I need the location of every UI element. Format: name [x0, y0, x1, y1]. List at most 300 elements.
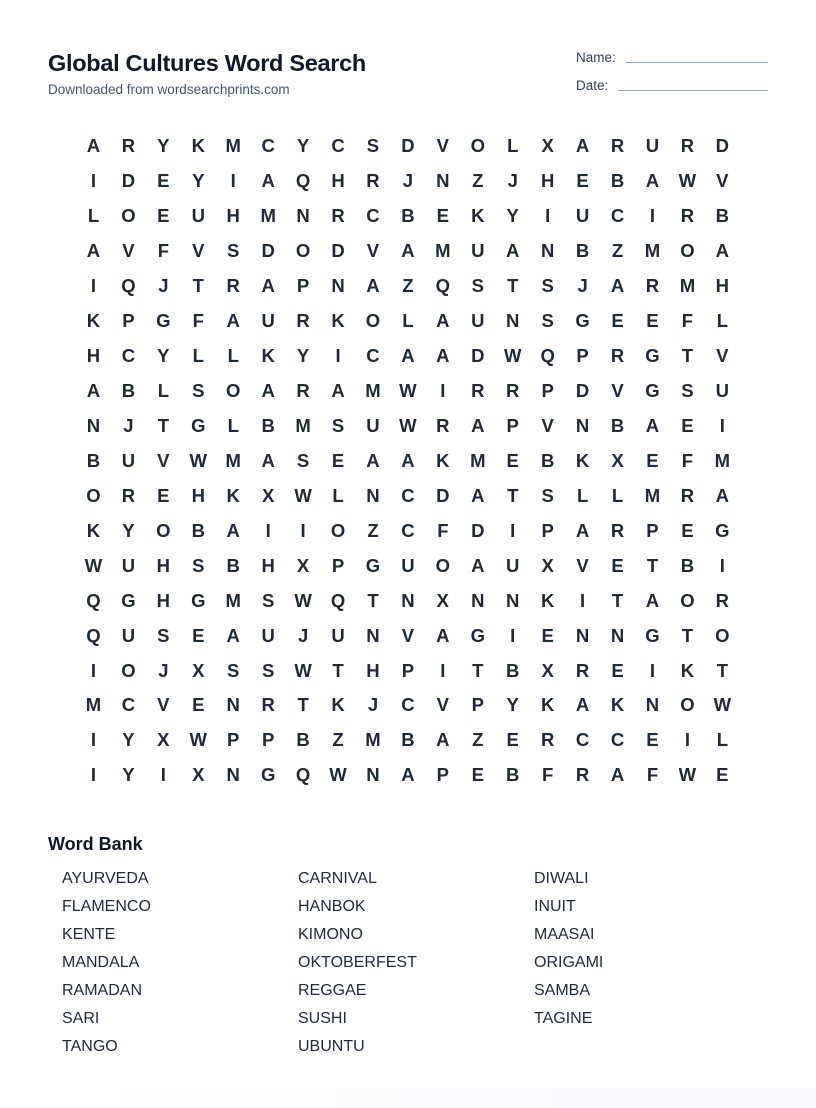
- grid-cell[interactable]: G: [365, 554, 381, 576]
- grid-cell[interactable]: M: [225, 135, 241, 157]
- grid-cell[interactable]: I: [440, 659, 446, 681]
- grid-cell[interactable]: L: [192, 345, 204, 367]
- grid-cell[interactable]: D: [471, 519, 485, 541]
- grid-cell[interactable]: S: [296, 449, 310, 471]
- grid-cell[interactable]: W: [503, 345, 522, 367]
- grid-cell[interactable]: A: [715, 240, 730, 262]
- grid-cell[interactable]: W: [294, 484, 312, 506]
- grid-cell[interactable]: F: [681, 449, 694, 471]
- grid-cell[interactable]: X: [541, 554, 554, 576]
- grid-cell[interactable]: B: [226, 554, 240, 576]
- grid-cell[interactable]: N: [471, 589, 485, 611]
- grid-cell[interactable]: B: [121, 380, 136, 402]
- grid-cell[interactable]: E: [646, 310, 659, 332]
- grid-cell[interactable]: R: [715, 589, 730, 611]
- grid-cell[interactable]: C: [610, 205, 625, 227]
- grid-cell[interactable]: V: [611, 380, 624, 402]
- grid-cell[interactable]: J: [402, 170, 414, 192]
- grid-cell[interactable]: V: [157, 694, 170, 716]
- grid-cell[interactable]: E: [157, 484, 170, 506]
- grid-cell[interactable]: B: [506, 764, 520, 786]
- grid-cell[interactable]: E: [716, 764, 729, 786]
- grid-cell[interactable]: O: [86, 484, 101, 506]
- grid-cell[interactable]: Z: [332, 729, 344, 751]
- grid-cell[interactable]: V: [576, 554, 589, 576]
- grid-cell[interactable]: U: [471, 240, 485, 262]
- grid-cell[interactable]: B: [540, 449, 555, 471]
- grid-cell[interactable]: K: [575, 449, 590, 471]
- grid-cell[interactable]: I: [719, 554, 725, 576]
- grid-cell[interactable]: L: [227, 414, 239, 436]
- grid-cell[interactable]: T: [716, 659, 728, 681]
- grid-cell[interactable]: A: [366, 449, 380, 471]
- grid-cell[interactable]: C: [121, 345, 136, 367]
- grid-cell[interactable]: S: [261, 589, 275, 611]
- grid-cell[interactable]: W: [399, 414, 417, 436]
- grid-cell[interactable]: B: [506, 659, 520, 681]
- grid-cell[interactable]: N: [645, 694, 660, 716]
- grid-cell[interactable]: Q: [330, 589, 346, 611]
- grid-cell[interactable]: X: [261, 484, 275, 506]
- grid-cell[interactable]: O: [121, 205, 136, 227]
- grid-cell[interactable]: T: [332, 659, 344, 681]
- grid-cell[interactable]: O: [156, 519, 171, 541]
- grid-cell[interactable]: N: [610, 624, 625, 646]
- grid-cell[interactable]: E: [506, 449, 519, 471]
- grid-cell[interactable]: W: [713, 694, 732, 716]
- grid-cell[interactable]: B: [86, 449, 101, 471]
- grid-cell[interactable]: A: [331, 380, 345, 402]
- grid-cell[interactable]: K: [331, 694, 345, 716]
- grid-cell[interactable]: A: [261, 275, 275, 297]
- grid-cell[interactable]: X: [157, 729, 170, 751]
- grid-cell[interactable]: G: [575, 310, 590, 332]
- grid-cell[interactable]: U: [575, 205, 590, 227]
- grid-cell[interactable]: J: [123, 414, 134, 436]
- grid-cell[interactable]: A: [401, 240, 415, 262]
- grid-cell[interactable]: I: [230, 170, 236, 192]
- grid-cell[interactable]: A: [436, 345, 450, 367]
- grid-cell[interactable]: E: [471, 764, 484, 786]
- grid-cell[interactable]: M: [714, 449, 731, 471]
- grid-cell[interactable]: P: [576, 345, 589, 367]
- grid-cell[interactable]: W: [294, 589, 312, 611]
- grid-cell[interactable]: O: [470, 135, 485, 157]
- grid-cell[interactable]: L: [227, 345, 239, 367]
- grid-cell[interactable]: R: [121, 484, 136, 506]
- grid-cell[interactable]: W: [399, 380, 417, 402]
- grid-cell[interactable]: P: [541, 380, 554, 402]
- grid-cell[interactable]: C: [575, 729, 590, 751]
- grid-cell[interactable]: N: [296, 205, 310, 227]
- grid-cell[interactable]: N: [506, 589, 520, 611]
- grid-cell[interactable]: M: [85, 694, 102, 716]
- grid-cell[interactable]: V: [401, 624, 415, 646]
- grid-cell[interactable]: T: [192, 275, 204, 297]
- grid-cell[interactable]: G: [156, 310, 171, 332]
- grid-cell[interactable]: Y: [122, 764, 135, 786]
- grid-cell[interactable]: N: [540, 240, 555, 262]
- grid-cell[interactable]: T: [507, 275, 519, 297]
- grid-cell[interactable]: E: [436, 205, 450, 227]
- grid-cell[interactable]: S: [331, 414, 345, 436]
- grid-cell[interactable]: P: [541, 519, 554, 541]
- grid-cell[interactable]: C: [331, 135, 345, 157]
- grid-cell[interactable]: O: [365, 310, 381, 332]
- grid-cell[interactable]: A: [401, 449, 415, 471]
- grid-cell[interactable]: G: [645, 345, 660, 367]
- grid-cell[interactable]: N: [436, 170, 450, 192]
- grid-cell[interactable]: M: [470, 449, 486, 471]
- grid-cell[interactable]: E: [506, 729, 519, 751]
- grid-cell[interactable]: X: [541, 659, 554, 681]
- grid-cell[interactable]: E: [681, 414, 694, 436]
- grid-cell[interactable]: S: [681, 380, 694, 402]
- grid-cell[interactable]: R: [575, 659, 590, 681]
- grid-cell[interactable]: D: [575, 380, 590, 402]
- grid-cell[interactable]: R: [540, 729, 555, 751]
- grid-cell[interactable]: P: [296, 275, 310, 297]
- grid-cell[interactable]: P: [227, 729, 240, 751]
- grid-cell[interactable]: A: [226, 624, 240, 646]
- grid-cell[interactable]: A: [471, 554, 485, 576]
- grid-cell[interactable]: L: [716, 310, 728, 332]
- grid-cell[interactable]: V: [541, 414, 554, 436]
- grid-cell[interactable]: U: [121, 554, 136, 576]
- grid-cell[interactable]: Y: [157, 135, 170, 157]
- grid-cell[interactable]: U: [645, 135, 660, 157]
- grid-cell[interactable]: D: [261, 240, 275, 262]
- grid-cell[interactable]: O: [715, 624, 730, 646]
- grid-cell[interactable]: N: [226, 764, 240, 786]
- grid-cell[interactable]: G: [191, 414, 206, 436]
- grid-cell[interactable]: J: [158, 275, 169, 297]
- grid-cell[interactable]: Q: [295, 764, 311, 786]
- grid-cell[interactable]: E: [157, 170, 170, 192]
- grid-cell[interactable]: U: [401, 554, 415, 576]
- grid-cell[interactable]: I: [510, 519, 516, 541]
- grid-cell[interactable]: A: [610, 764, 625, 786]
- grid-cell[interactable]: L: [716, 729, 728, 751]
- grid-cell[interactable]: E: [611, 310, 624, 332]
- grid-cell[interactable]: Q: [86, 589, 101, 611]
- grid-cell[interactable]: S: [192, 554, 205, 576]
- grid-cell[interactable]: K: [680, 659, 695, 681]
- grid-cell[interactable]: J: [367, 694, 379, 716]
- grid-cell[interactable]: X: [192, 764, 205, 786]
- grid-cell[interactable]: O: [330, 519, 346, 541]
- name-field[interactable]: [576, 50, 616, 65]
- grid-cell[interactable]: Q: [295, 170, 311, 192]
- grid-cell[interactable]: E: [192, 624, 205, 646]
- grid-cell[interactable]: A: [575, 694, 590, 716]
- grid-cell[interactable]: I: [719, 414, 725, 436]
- grid-cell[interactable]: K: [86, 310, 101, 332]
- grid-cell[interactable]: E: [541, 624, 554, 646]
- grid-cell[interactable]: S: [192, 380, 205, 402]
- grid-cell[interactable]: V: [436, 694, 450, 716]
- grid-cell[interactable]: S: [227, 659, 240, 681]
- grid-cell[interactable]: I: [684, 729, 690, 751]
- grid-cell[interactable]: S: [227, 240, 240, 262]
- grid-cell[interactable]: O: [435, 554, 451, 576]
- grid-cell[interactable]: G: [645, 624, 660, 646]
- grid-cell[interactable]: S: [157, 624, 170, 646]
- grid-cell[interactable]: B: [261, 414, 275, 436]
- grid-cell[interactable]: U: [506, 554, 520, 576]
- grid-cell[interactable]: H: [715, 275, 730, 297]
- grid-cell[interactable]: Z: [402, 275, 414, 297]
- grid-cell[interactable]: V: [192, 240, 205, 262]
- grid-cell[interactable]: O: [295, 240, 311, 262]
- grid-cell[interactable]: A: [506, 240, 520, 262]
- grid-cell[interactable]: U: [331, 624, 345, 646]
- grid-cell[interactable]: M: [644, 484, 661, 506]
- grid-cell[interactable]: W: [329, 764, 347, 786]
- grid-cell[interactable]: T: [646, 554, 659, 576]
- grid-cell[interactable]: Q: [86, 624, 101, 646]
- grid-cell[interactable]: I: [510, 624, 516, 646]
- grid-cell[interactable]: U: [715, 380, 730, 402]
- grid-cell[interactable]: Y: [506, 694, 519, 716]
- grid-cell[interactable]: D: [401, 135, 415, 157]
- grid-cell[interactable]: A: [226, 519, 240, 541]
- grid-cell[interactable]: C: [401, 484, 415, 506]
- grid-cell[interactable]: K: [436, 449, 450, 471]
- grid-cell[interactable]: E: [331, 449, 345, 471]
- grid-cell[interactable]: Z: [367, 519, 379, 541]
- grid-cell[interactable]: L: [332, 484, 344, 506]
- grid-cell[interactable]: W: [189, 729, 208, 751]
- grid-cell[interactable]: D: [436, 484, 450, 506]
- grid-cell[interactable]: S: [366, 135, 380, 157]
- grid-cell[interactable]: Y: [122, 519, 135, 541]
- grid-cell[interactable]: H: [86, 345, 101, 367]
- grid-cell[interactable]: G: [260, 764, 276, 786]
- grid-cell[interactable]: N: [366, 764, 380, 786]
- grid-cell[interactable]: Q: [435, 275, 451, 297]
- grid-cell[interactable]: O: [121, 659, 136, 681]
- grid-cell[interactable]: R: [610, 345, 625, 367]
- grid-cell[interactable]: I: [265, 519, 271, 541]
- grid-cell[interactable]: P: [436, 764, 450, 786]
- grid-cell[interactable]: N: [366, 624, 380, 646]
- grid-cell[interactable]: I: [90, 275, 97, 297]
- grid-cell[interactable]: B: [610, 414, 625, 436]
- grid-cell[interactable]: X: [611, 449, 624, 471]
- grid-cell[interactable]: R: [575, 764, 590, 786]
- grid-cell[interactable]: O: [226, 380, 241, 402]
- grid-cell[interactable]: K: [86, 519, 101, 541]
- grid-cell[interactable]: A: [261, 449, 275, 471]
- grid-cell[interactable]: H: [540, 170, 555, 192]
- grid-cell[interactable]: M: [225, 449, 241, 471]
- grid-cell[interactable]: N: [506, 310, 520, 332]
- grid-cell[interactable]: P: [506, 414, 519, 436]
- grid-cell[interactable]: Y: [296, 345, 310, 367]
- grid-cell[interactable]: E: [611, 659, 624, 681]
- grid-cell[interactable]: Y: [192, 170, 205, 192]
- grid-cell[interactable]: J: [158, 659, 169, 681]
- grid-cell[interactable]: I: [160, 764, 166, 786]
- grid-cell[interactable]: H: [191, 484, 205, 506]
- grid-cell[interactable]: S: [541, 484, 554, 506]
- grid-cell[interactable]: P: [401, 659, 415, 681]
- grid-cell[interactable]: U: [366, 414, 380, 436]
- grid-cell[interactable]: G: [645, 380, 660, 402]
- grid-cell[interactable]: G: [121, 589, 136, 611]
- grid-cell[interactable]: I: [649, 659, 656, 681]
- grid-cell[interactable]: S: [541, 310, 554, 332]
- grid-cell[interactable]: W: [294, 659, 312, 681]
- grid-cell[interactable]: T: [297, 694, 309, 716]
- grid-cell[interactable]: A: [436, 310, 450, 332]
- grid-cell[interactable]: K: [540, 589, 555, 611]
- grid-cell[interactable]: G: [191, 589, 206, 611]
- grid-cell[interactable]: W: [189, 449, 208, 471]
- grid-cell[interactable]: V: [366, 240, 380, 262]
- grid-cell[interactable]: R: [506, 380, 520, 402]
- grid-cell[interactable]: J: [297, 624, 309, 646]
- grid-cell[interactable]: P: [331, 554, 345, 576]
- grid-cell[interactable]: A: [401, 764, 415, 786]
- grid-cell[interactable]: K: [471, 205, 485, 227]
- grid-cell[interactable]: A: [86, 240, 101, 262]
- grid-cell[interactable]: R: [121, 135, 136, 157]
- grid-cell[interactable]: H: [261, 554, 275, 576]
- grid-cell[interactable]: V: [157, 449, 170, 471]
- grid-cell[interactable]: Y: [296, 135, 310, 157]
- grid-cell[interactable]: A: [261, 380, 275, 402]
- grid-cell[interactable]: A: [471, 414, 485, 436]
- grid-cell[interactable]: A: [471, 484, 485, 506]
- grid-cell[interactable]: R: [680, 484, 695, 506]
- grid-cell[interactable]: Q: [540, 345, 555, 367]
- grid-cell[interactable]: R: [261, 694, 275, 716]
- grid-cell[interactable]: C: [261, 135, 275, 157]
- grid-cell[interactable]: T: [157, 414, 169, 436]
- grid-cell[interactable]: I: [440, 380, 446, 402]
- grid-cell[interactable]: A: [86, 135, 101, 157]
- grid-cell[interactable]: O: [680, 694, 695, 716]
- grid-cell[interactable]: N: [575, 624, 590, 646]
- grid-cell[interactable]: H: [366, 659, 380, 681]
- grid-cell[interactable]: I: [545, 205, 551, 227]
- grid-cell[interactable]: K: [540, 694, 555, 716]
- grid-cell[interactable]: Z: [472, 729, 484, 751]
- grid-cell[interactable]: N: [575, 414, 590, 436]
- grid-cell[interactable]: D: [471, 345, 485, 367]
- grid-cell[interactable]: B: [401, 205, 415, 227]
- grid-cell[interactable]: R: [610, 135, 625, 157]
- grid-cell[interactable]: P: [261, 729, 275, 751]
- grid-cell[interactable]: U: [121, 449, 136, 471]
- grid-cell[interactable]: L: [576, 484, 589, 506]
- grid-cell[interactable]: L: [157, 380, 169, 402]
- grid-cell[interactable]: S: [471, 275, 484, 297]
- grid-cell[interactable]: I: [90, 659, 97, 681]
- grid-cell[interactable]: C: [401, 694, 415, 716]
- grid-cell[interactable]: F: [192, 310, 204, 332]
- grid-cell[interactable]: W: [678, 764, 697, 786]
- grid-cell[interactable]: T: [507, 484, 519, 506]
- grid-cell[interactable]: M: [260, 205, 276, 227]
- grid-cell[interactable]: O: [680, 240, 695, 262]
- grid-cell[interactable]: L: [87, 205, 100, 227]
- grid-cell[interactable]: R: [610, 519, 625, 541]
- grid-cell[interactable]: I: [649, 205, 656, 227]
- grid-cell[interactable]: O: [680, 589, 695, 611]
- grid-cell[interactable]: U: [261, 310, 275, 332]
- grid-cell[interactable]: R: [680, 135, 695, 157]
- grid-cell[interactable]: G: [470, 624, 485, 646]
- grid-cell[interactable]: K: [331, 310, 345, 332]
- grid-cell[interactable]: J: [577, 275, 588, 297]
- grid-cell[interactable]: G: [715, 519, 730, 541]
- grid-cell[interactable]: R: [471, 380, 485, 402]
- grid-cell[interactable]: B: [715, 205, 730, 227]
- grid-cell[interactable]: L: [507, 135, 519, 157]
- grid-cell[interactable]: H: [331, 170, 345, 192]
- grid-cell[interactable]: M: [435, 240, 451, 262]
- grid-cell[interactable]: B: [401, 729, 415, 751]
- grid-cell[interactable]: N: [86, 414, 101, 436]
- date-field[interactable]: [576, 78, 608, 93]
- grid-cell[interactable]: R: [331, 205, 345, 227]
- grid-cell[interactable]: R: [436, 414, 450, 436]
- grid-cell[interactable]: K: [226, 484, 240, 506]
- grid-cell[interactable]: A: [401, 345, 415, 367]
- grid-cell[interactable]: V: [716, 345, 729, 367]
- grid-cell[interactable]: S: [541, 275, 554, 297]
- grid-cell[interactable]: N: [366, 484, 380, 506]
- grid-cell[interactable]: M: [644, 240, 661, 262]
- grid-cell[interactable]: A: [436, 624, 450, 646]
- grid-cell[interactable]: T: [681, 345, 694, 367]
- grid-cell[interactable]: L: [402, 310, 414, 332]
- grid-cell[interactable]: R: [645, 275, 660, 297]
- grid-cell[interactable]: V: [436, 135, 450, 157]
- grid-cell[interactable]: U: [471, 310, 485, 332]
- grid-cell[interactable]: T: [611, 589, 624, 611]
- grid-cell[interactable]: U: [121, 624, 136, 646]
- grid-cell[interactable]: C: [366, 205, 380, 227]
- grid-cell[interactable]: A: [575, 135, 590, 157]
- grid-cell[interactable]: W: [678, 170, 697, 192]
- grid-cell[interactable]: D: [331, 240, 345, 262]
- grid-cell[interactable]: A: [645, 170, 660, 192]
- grid-cell[interactable]: X: [541, 135, 554, 157]
- grid-cell[interactable]: T: [367, 589, 379, 611]
- grid-cell[interactable]: U: [191, 205, 205, 227]
- grid-cell[interactable]: M: [365, 729, 381, 751]
- grid-cell[interactable]: N: [401, 589, 415, 611]
- grid-cell[interactable]: X: [436, 589, 450, 611]
- grid-cell[interactable]: P: [646, 519, 659, 541]
- grid-cell[interactable]: A: [366, 275, 380, 297]
- grid-cell[interactable]: R: [226, 275, 240, 297]
- grid-cell[interactable]: A: [645, 414, 660, 436]
- grid-cell[interactable]: A: [610, 275, 625, 297]
- grid-cell[interactable]: A: [575, 519, 590, 541]
- grid-cell[interactable]: I: [300, 519, 306, 541]
- grid-cell[interactable]: E: [611, 554, 624, 576]
- grid-cell[interactable]: T: [681, 624, 694, 646]
- grid-cell[interactable]: M: [225, 589, 241, 611]
- grid-cell[interactable]: W: [84, 554, 103, 576]
- grid-cell[interactable]: B: [575, 240, 590, 262]
- grid-cell[interactable]: Z: [611, 240, 624, 262]
